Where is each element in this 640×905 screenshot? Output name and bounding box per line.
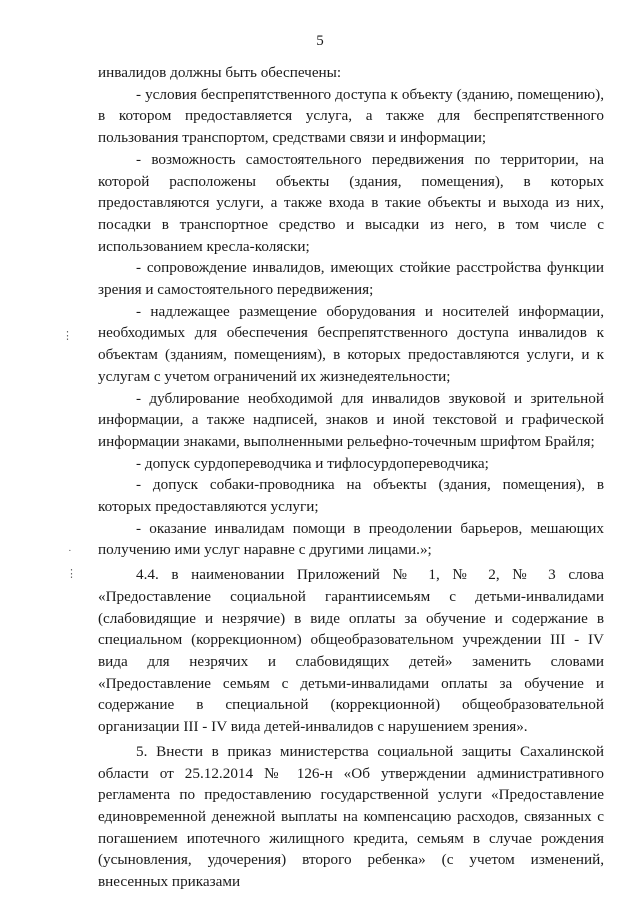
list-item-barrier-assistance: - оказание инвалидам помощи в преодолении барьеров, мешающих получению ими услуг наравне с другими лицами.»;: [98, 519, 604, 559]
list-item-accompaniment: - сопровождение инвалидов, имеющих стойкие расстройства функции зрения и самостоятельного передвижения;: [98, 259, 604, 299]
list-item-access-conditions: - условия беспрепятственного доступа к объекту (зданию, помещению), в котором предоставляется услуга, а также для беспрепятственного пользования транспортом, средствами связи и информации;: [98, 85, 604, 147]
page-number: 5: [316, 33, 324, 49]
paragraph-5: 5. Внести в приказ министерства социальной защиты Сахалинской области от 25.12.2014 № 126-н «Об утверждении административного регламента по предоставлению государственной услуги «Предоставление единовременной денежной выплаты на компенсацию расходов, связанных с погашением ипотечного жилищного кредита, семьям в случае рождения (усыновления, удочерения) второго ребенка» (с учетом изменений, внесенных приказами: [98, 742, 604, 891]
list-item-sign-interpreter: - допуск сурдопереводчика и тифлосурдопереводчика;: [136, 454, 489, 472]
paragraph-intro: инвалидов должны быть обеспечены:: [98, 64, 342, 81]
list-item-guide-dog: - допуск собаки-проводника на объекты (здания, помещения), в которых предоставляются услуги;: [98, 476, 604, 516]
margin-scan-mark: ⋮: [66, 568, 77, 580]
margin-scan-mark: ·: [68, 545, 72, 557]
document-body: [98, 62, 604, 893]
list-item-information-duplication: - дублирование необходимой для инвалидов звуковой и зрительной информации, а также надписей, знаков и иной текстовой и графической информации знаками, выполненными рельефно-точечным шрифтом Брайля;: [98, 389, 604, 450]
list-item-independent-movement: - возможность самостоятельного передвижения по территории, на которой расположены объекты (здания, помещения), в которых предоставляются услуги, а также входа в такие объекты и выхода из них, посадки в транспортное средство и высадки из него, в том числе с использованием кресла-коляски;: [98, 150, 604, 255]
paragraph-4-4: 4.4. в наименовании Приложений № 1, № 2, № 3 слова «Предоставление социальной гарантиисемьям с детьми-инвалидами (слабовидящие и незрячие) в виде оплаты за обучение и содержание в специальном (коррекционном) общеобразовательном учреждении III - IV вида для незрячих и слабовидящих детей» заменить словами «Предоставление семьям с детьми-инвалидами оплаты за обучение и содержание в специальной (коррекционной) общеобразовательной организации III - IV вида детей-инвалидов с нарушением зрения».: [98, 566, 604, 736]
list-item-equipment-placement: - надлежащее размещение оборудования и носителей информации, необходимых для обеспечения беспрепятственного доступа инвалидов к объектам (зданиям, помещениям), в которых предоставляются услуги, и к услугам с учетом ограничений их жизнедеятельности;: [98, 302, 604, 385]
margin-scan-mark: ⋮: [62, 330, 73, 342]
